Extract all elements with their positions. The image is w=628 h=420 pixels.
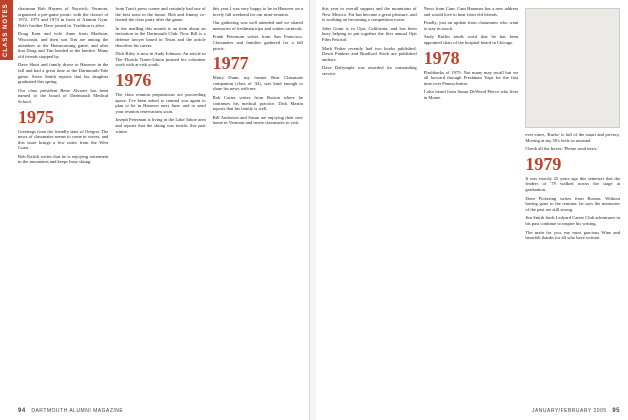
paragraph: Bob Kalish writes that he is enjoying retirement in the mountains and keeps busy skiing. bbox=[18, 153, 109, 165]
paragraph: Dave Short and family drove to Hanover in the fall and had a great time at the Dartmouth-Yale game. Steve Smith reports that his daughter graduated this spring. bbox=[18, 62, 109, 85]
class-year-heading: 1977 bbox=[212, 53, 249, 74]
photo-placeholder bbox=[525, 8, 620, 128]
left-column-2 bbox=[115, 6, 205, 400]
paragraph: The class reunion preparations are proceeding apace. I've been asked to remind you again to plan to be in Hanover next June, and to send your reunion reservations soon. bbox=[115, 91, 206, 114]
paragraph: Andy Ruffin sends word that he has been appointed chair of the hospital board in Chicago. bbox=[423, 34, 519, 45]
paragraph: It was exactly 25 years ago this semester that the leaders of '79 walked across the stage at graduation. bbox=[525, 175, 621, 192]
paragraph: Our gathering was well attended and we shared memories of freshman trips and winter carnivals. bbox=[212, 20, 303, 31]
right-column-3 bbox=[525, 6, 620, 400]
class-year-heading: 1975 bbox=[18, 106, 54, 127]
page-number: 94 bbox=[18, 408, 26, 414]
class-year-heading: 1979 bbox=[525, 153, 562, 174]
left-page bbox=[0, 0, 310, 420]
paragraph: Mark Fisher recently had two books published, Dawn Punkter and Bradford Slack are published authors. bbox=[322, 45, 417, 62]
issue-date: JANUARY/FEBRUARY 2005 bbox=[531, 408, 607, 414]
left-column-3 bbox=[213, 6, 303, 400]
paragraph: from Tom's press corner and certainly had one of the best seats in the house. Bob and Jimmy co-hosted the class party after the game. bbox=[115, 6, 206, 23]
paragraph: ever since, 'Kurbs' is full of the smart and privacy. Moving at my 50's feels so unusual. bbox=[525, 132, 621, 143]
right-page bbox=[316, 0, 628, 420]
right-footer bbox=[532, 408, 620, 414]
section-tab: CLASS NOTES bbox=[0, 0, 13, 60]
paragraph: Jim Smith finds Ledyard Canoe Club adventures in his past continue to inspire his writing. bbox=[525, 215, 621, 226]
left-column-1 bbox=[18, 6, 108, 400]
right-column-1 bbox=[322, 6, 417, 400]
class-year-heading: 1978 bbox=[423, 47, 460, 68]
paragraph: this year I was very happy to be in Hanover on a lovely fall weekend for our mini-reunion. bbox=[212, 6, 303, 17]
paragraph: Dave Pickering writes from Boston. Without having gone to the reunion, he says the memories of the past are still strong. bbox=[525, 195, 621, 212]
left-footer bbox=[18, 408, 123, 414]
publication-title: DARTMOUTH ALUMNI MAGAZINE bbox=[31, 408, 124, 414]
paragraph: Bob Carter writes from Boston where he continues his medical practice. Dick Martin reports that his family is well. bbox=[212, 94, 303, 112]
page-number: 95 bbox=[612, 408, 620, 414]
paragraph: Finally, just an update from classmates who want to stay in touch. bbox=[423, 20, 519, 31]
right-column-2 bbox=[424, 6, 519, 400]
paragraph: Dave Dalrymple was awarded for outstanding service. bbox=[322, 65, 417, 76]
paragraph: Bill Anderson and Susan are enjoying their new home in Vermont and invite classmates to visit. bbox=[212, 114, 303, 126]
paragraph: Marty Dunn, my former Rear Classmate companion (class of '44), was kind enough to share his news with me. bbox=[212, 75, 303, 92]
paragraph: this year in overall support and the mountains of New Mexico. Pat has become a great pleasure, and is working on becoming a competition rower. bbox=[322, 6, 417, 23]
paragraph: The main for you, my most gracious Wine and heartfelt thanks for all who have written. bbox=[525, 229, 621, 241]
paragraph: Check all the boxes: 'Please send news.' bbox=[525, 146, 599, 152]
paragraph: News from Cam: Cam Hammer has a new address and would love to hear from old friends. bbox=[423, 6, 519, 17]
paragraph: I also heard from Susan DeWood Pierce who lives in Maine. bbox=[423, 89, 519, 100]
class-year-heading: 1976 bbox=[115, 69, 152, 90]
paragraph: Our class president Rene Alvarez has been named to the board of Dartmouth Medical School. bbox=[18, 87, 109, 104]
paragraph: John Grant is in Ojai, California, and has been busy helping to put together the first annual Ojai Film Festival. bbox=[322, 25, 417, 42]
paragraph: chairman Bob Haynes of Norwich, Vermont, organized a pre-game picnic with the classes of 1972, 1973 and 1974 in front of Alumni Gym. Bob's brother Dave joined in. Tradition is alive. bbox=[18, 6, 109, 28]
paragraph: Doug Kent and wife Anne from Madison, Wisconsin, and their son Tim are among the attendees at the Homecoming game, and after that Doug and Tim headed to the bonfire. Many old friends stopped by. bbox=[18, 31, 109, 59]
paragraph: Flashbacks of 1975: Not many may recall but we all forward through Freshman Trips for the first time over Pennsylvania. bbox=[423, 69, 519, 86]
paragraph: Frank Peterman writes from San Francisco. Classmates and families gathered for a fall picnic. bbox=[212, 34, 303, 51]
paragraph: Dick Riley is now in Andy Johnson. An article in The Florida Times-Union praised his volunteer work with at-risk youth. bbox=[115, 51, 206, 68]
paragraph: Greetings from the friendly state of Oregon. The news of classmates seems to come in waves, and this issue brings a few notes from the West Coast. bbox=[18, 128, 109, 151]
paragraph: In the mailbag this month is an item about an invitation to the Dartmouth Club. Now Bill is a defense lawyer based in Texas and the article describes his career. bbox=[115, 25, 206, 48]
paragraph: Joseph Peterman is living in the Lake Tahoe area and reports that the skiing was terrific this past winter. bbox=[115, 117, 206, 134]
